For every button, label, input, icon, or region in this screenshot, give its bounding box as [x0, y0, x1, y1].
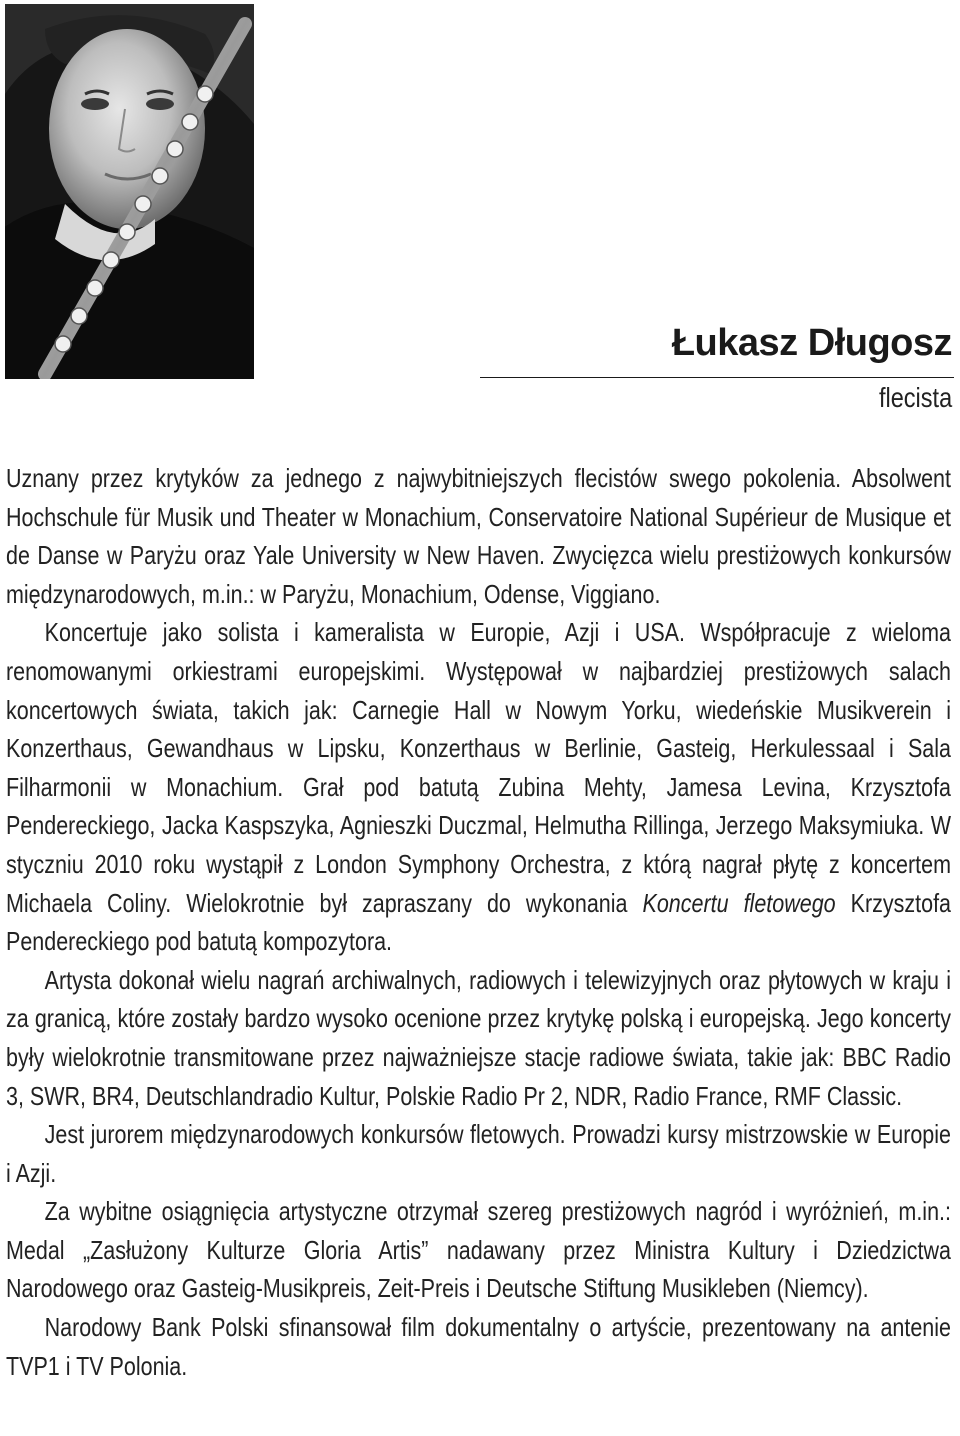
work-title: Koncertu fletowego — [642, 889, 836, 918]
paragraph: Koncertuje jako solista i kameralista w Europie, Azji i USA. Współpracuje z wieloma renomowanymi orkiestrami europejskimi. Występował w najbardziej prestiżowych salach koncertowych świata, takich jak: Carnegie Hall w Nowym Yorku, wiedeńskie Musikverein i Konzerthaus, Gewandhaus w Lipsku, Konzerthaus w Berlinie, Gasteig, Herkulessaal i Sala Filharmonii w Monachium. Grał pod batutą Zubina Mehty, Jamesa Levina, Krzysztofa Pendereckiego, Jacka Kaspszyka, Agnieszki Duczmal, Helmutha Rillinga, Jerzego Maksymiuka. W styczniu 2010 roku wystąpił z London Symphony Orchestra, z którą nagrał płytę z koncertem Michaela Coliny. Wielokrotnie był zapraszany do wykonania Koncertu fletowego Krzysztofa Pendereckiego pod batutą kompozytora. — [6, 619, 951, 957]
paragraph: Jest jurorem międzynarodowych konkursów fletowych. Prowadzi kursy mistrzowskie w Europie i Azji. — [6, 1121, 951, 1188]
artist-name: Łukasz Długosz — [671, 322, 952, 364]
paragraph: Za wybitne osiągnięcia artystyczne otrzymał szereg prestiżowych nagród i wyróżnień, m.in.: Medal „Zasłużony Kulturze Gloria Artis” nadawany przez Ministra Kultury i Dziedzictwa Narodowego oraz Gasteig-Musikpreis, Zeit-Preis i Deutsche Stiftung Musikleben (Niemcy). — [6, 1198, 951, 1304]
artist-role: flecista — [878, 382, 952, 413]
header-divider — [480, 377, 954, 378]
paragraph: Narodowy Bank Polski sfinansował film dokumentalny o artyście, prezentowany na antenie TVP1 i TV Polonia. — [6, 1314, 951, 1381]
paragraph: Uznany przez krytyków za jednego z najwybitniejszych flecistów swego pokolenia. Absolwent Hochschule für Musik und Theater w Monachium, Conservatoire National Supérieur de Musique et de Danse w Paryżu oraz Yale University w New Haven. Zwycięzca wielu prestiżowych konkursów międzynarodowych, m.in.: w Paryżu, Monachium, Odense, Viggiano. — [6, 465, 951, 609]
biography-text — [6, 460, 951, 1386]
portrait-photo — [5, 4, 254, 379]
paragraph: Artysta dokonał wielu nagrań archiwalnych, radiowych i telewizyjnych oraz płytowych w kraju i za granicą, które zostały bardzo wysoko ocenione przez krytykę polską i europejską. Jego koncerty były wielokrotnie transmitowane przez najważniejsze stacje radiowe świata, takie jak: BBC Radio 3, SWR, BR4, Deutschlandradio Kultur, Polskie Radio Pr 2, NDR, Radio France, RMF Classic. — [6, 966, 951, 1111]
